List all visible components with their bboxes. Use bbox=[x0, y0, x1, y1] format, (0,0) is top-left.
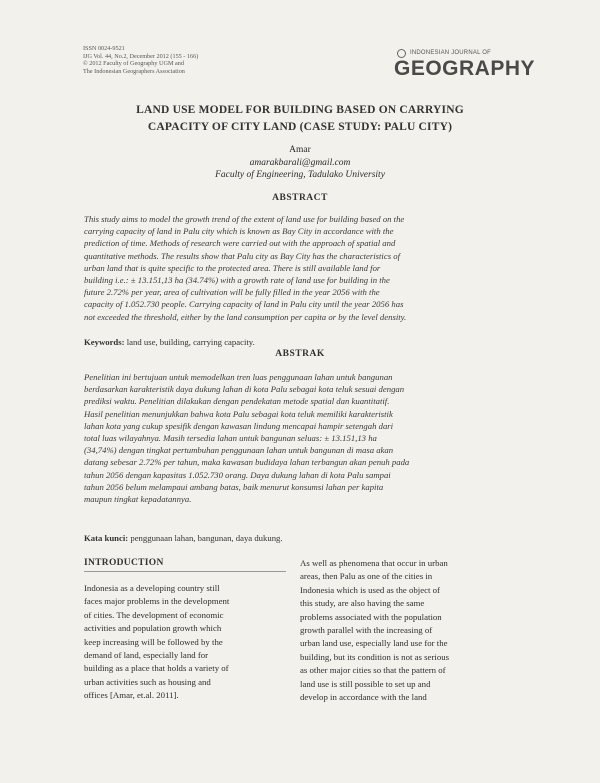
abstract-line: future 2.72% per year, area of cultivation will be fully filled in the year 2056 with the bbox=[84, 287, 380, 298]
abstract-line: building i.e.: ± 13.151,13 ha (34.74%) with a growth rate of land use for building in the bbox=[84, 275, 390, 286]
keywords-label: Keywords: bbox=[84, 337, 125, 347]
abstrak-line: berdasarkan karakteristik daya dukung lahan di kota Palu sebagai kota teluk sesuai dengan bbox=[84, 384, 405, 395]
body-line: keep increasing will be followed by the bbox=[84, 636, 223, 647]
volume-line: IJG Vol. 44, No.2, December 2012 (155 - 166) bbox=[83, 52, 199, 60]
abstrak-line: total luas wilayahnya. Masih tersedia lahan untuk bangunan seluas: ± 13.151,13 ha bbox=[84, 433, 377, 444]
copyright-line: © 2012 Faculty of Geography UGM and bbox=[83, 60, 184, 68]
abstract-body bbox=[84, 213, 516, 323]
abstract-line: quantitative methods. The results show that Palu city as Bay City has the characteristics of bbox=[84, 250, 401, 261]
journal-logo bbox=[394, 50, 536, 86]
intro-left-column bbox=[84, 582, 274, 703]
abstrak-line: Hasil penelitian menunjukkan bahwa kota Palu sebagai kota teluk memiliki karakteristik bbox=[84, 408, 393, 419]
keywords bbox=[84, 337, 255, 347]
author-affiliation: Faculty of Engineering, Tadulako University bbox=[215, 170, 385, 180]
author-email: amarakbarali@gmail.com bbox=[249, 158, 351, 168]
abstract-heading: ABSTRACT bbox=[272, 193, 328, 203]
abstract-line: urban land that is quite specific to the protected area. There is still available land for bbox=[84, 262, 381, 273]
body-line: of cities. The development of economic bbox=[84, 609, 224, 620]
abstract-line: not exceeded the threshold, either by the land consumption per capita or by the level density. bbox=[84, 311, 407, 322]
paper-title-line2: CAPACITY OF CITY LAND (CASE STUDY: PALU CITY) bbox=[147, 121, 453, 133]
abstrak-line: prediksi waktu. Penelitian dilakukan dengan pendekatan metode spatial dan kuantitatif. bbox=[84, 396, 390, 407]
abstract-line: carrying capacity of land in Palu city which is known as Bay City in accordance with the bbox=[84, 226, 394, 237]
abstract-line: This study aims to model the growth trend of the extent of land use for building based on the bbox=[84, 214, 405, 224]
abstrak-line: datang sebesar 2.72% per tahun, maka kawasan budidaya lahan terbangun akan penuh pada bbox=[84, 457, 410, 468]
body-line: this study, are also having the same bbox=[300, 598, 425, 609]
body-line: building as a place that holds a variety of bbox=[84, 663, 229, 674]
body-line: faces major problems in the development bbox=[84, 596, 230, 607]
abstrak-line: (34,74%) dengan tingkat pertumbuhan penggunaan lahan untuk bangunan di masa akan bbox=[84, 445, 394, 456]
abstrak-line: maupun tingkat kepadatannya. bbox=[84, 494, 192, 505]
journal-meta bbox=[83, 45, 198, 75]
heading-rule bbox=[84, 571, 286, 572]
body-line: as other major cities so that the pattern of bbox=[300, 665, 446, 676]
body-line: As well as phenomena that occur in urban bbox=[300, 558, 448, 568]
abstrak-line: lahan kota yang cukup spesifik dengan kawasan lindung mencapai hampir setengah dari bbox=[84, 420, 394, 431]
abstrak-line: Penelitian ini bertujuan untuk memodelkan tren luas penggunaan lahan untuk bangunan bbox=[84, 372, 393, 382]
body-line: building, but its condition is not as serious bbox=[300, 651, 450, 662]
kata-kunci bbox=[84, 533, 283, 543]
issn-line: ISSN 0024-9521 bbox=[83, 45, 125, 52]
body-line: urban land use, especially land use for the bbox=[300, 638, 448, 649]
kata-kunci-label: Kata kunci: bbox=[84, 533, 129, 543]
body-line: urban activities such as housing and bbox=[84, 676, 211, 687]
body-line: Indonesia which is used as the object of bbox=[300, 584, 440, 595]
abstract-line: prediction of time. Methods of research were carried out with the approach of spatial and bbox=[84, 238, 396, 249]
keywords-text: land use, building, carrying capacity. bbox=[124, 337, 255, 347]
logo-big-text: GEOGRAPHY bbox=[394, 57, 536, 80]
body-line: develop in accordance with the land bbox=[300, 692, 427, 703]
body-line: problems associated with the population bbox=[300, 611, 442, 622]
body-line: areas, then Palu as one of the cities in bbox=[300, 571, 433, 582]
introduction-heading: INTRODUCTION bbox=[84, 558, 164, 568]
abstract-line: capacity of 1.052.730 people. Carrying capacity of land in Palu city until the year 2056 has bbox=[84, 299, 404, 310]
abstrak-body bbox=[84, 371, 516, 505]
body-line: activities and population growth which bbox=[84, 623, 222, 634]
kata-kunci-text: penggunaan lahan, bangunan, daya dukung. bbox=[128, 533, 283, 543]
intro-right-column bbox=[300, 557, 490, 704]
body-line: Indonesia as a developing country still bbox=[84, 583, 220, 593]
abstrak-line: tahun 2056 dengan kapasitas 1.052.730 orang. Daya dukung lahan di kota Palu sampai bbox=[84, 469, 391, 480]
body-line: demand of land, especially land for bbox=[84, 650, 209, 661]
body-line: offices [Amar, et.al. 2011]. bbox=[84, 690, 179, 701]
logo-small-text: INDONESIAN JOURNAL OF bbox=[410, 50, 491, 56]
body-line: growth parallel with the increasing of bbox=[300, 625, 433, 636]
author-name: Amar bbox=[289, 145, 311, 155]
body-line: land use is still possible to set up and bbox=[300, 678, 431, 689]
abstrak-heading: ABSTRAK bbox=[275, 349, 325, 359]
abstrak-line: tahun 2056 belum melampaui ambang batas, baik menurut konsumsi lahan per kapita bbox=[84, 481, 384, 492]
association-line: The Indonesian Geographers Association bbox=[83, 67, 185, 75]
paper-title-line1: LAND USE MODEL FOR BUILDING BASED ON CARRYING bbox=[136, 104, 464, 116]
